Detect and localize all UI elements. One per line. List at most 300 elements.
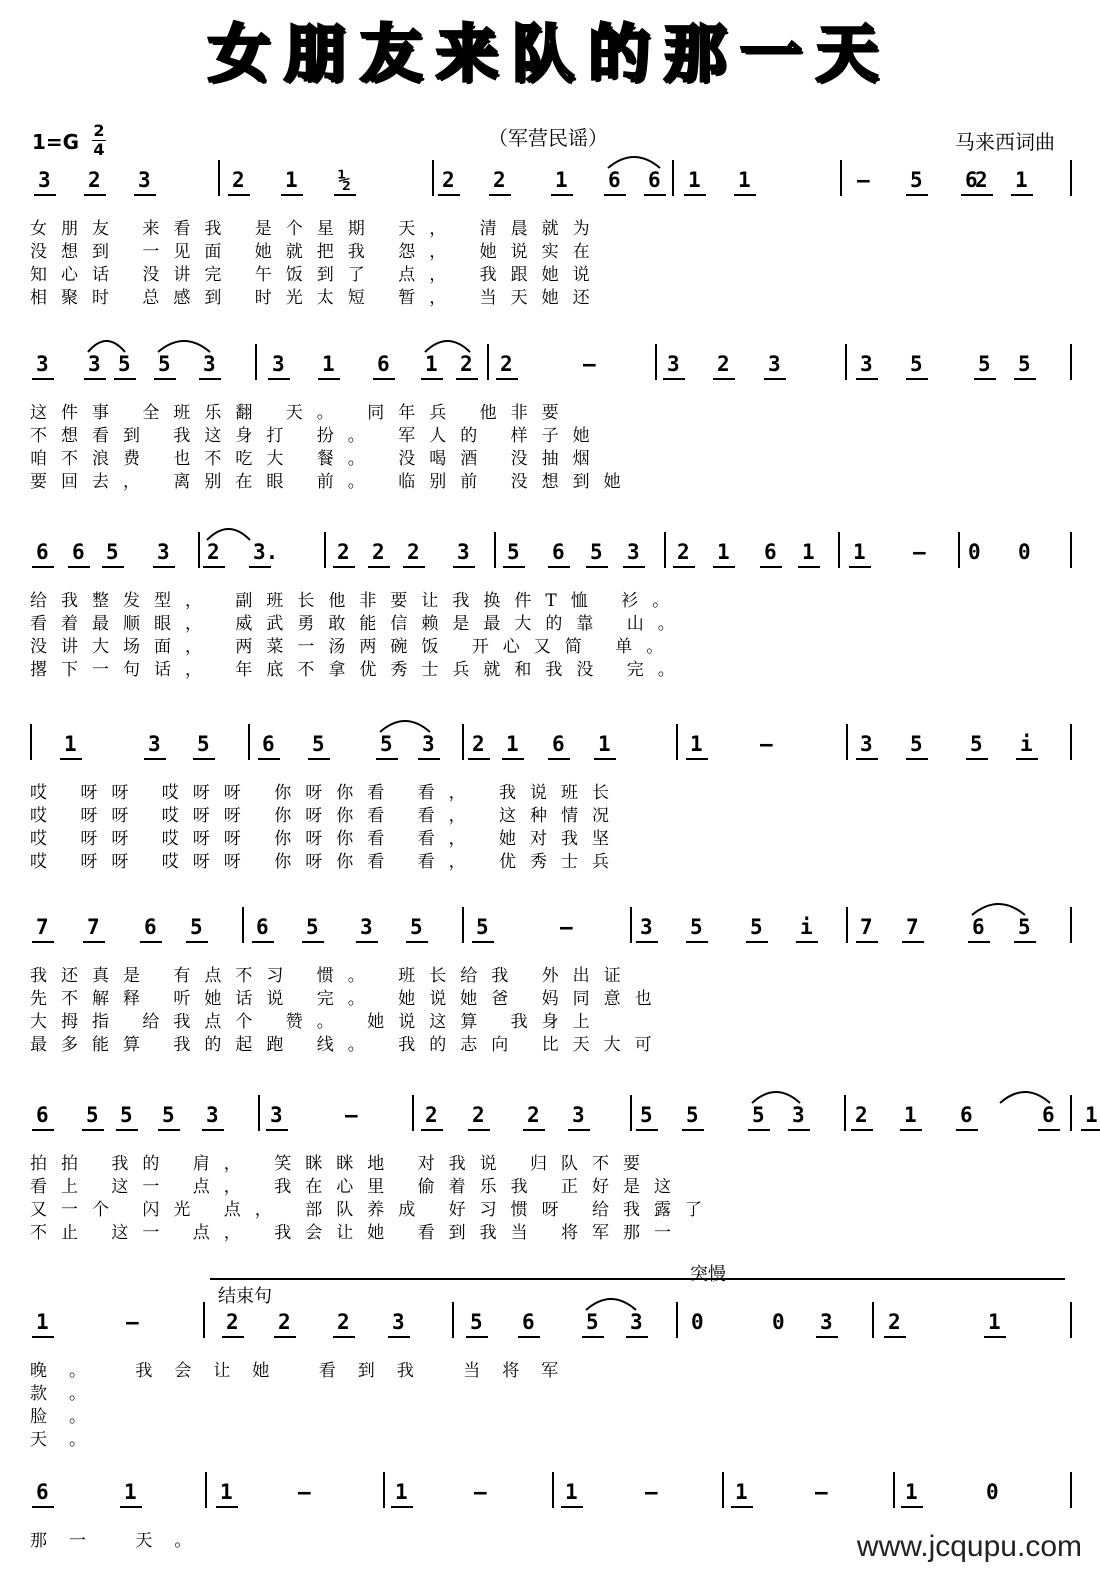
song-title: 女朋友来队的那一天 [207, 17, 892, 90]
beam-line [788, 1129, 810, 1131]
beam-line [376, 758, 398, 760]
note: 5 [118, 352, 131, 376]
note: 6 [552, 540, 565, 564]
note: 3 [36, 352, 49, 376]
note: 3 [768, 352, 781, 376]
beam-line [32, 566, 54, 568]
note: 5 [590, 540, 603, 564]
note: 6 [960, 1103, 973, 1127]
beam-line [548, 758, 570, 760]
beam-line [472, 941, 494, 943]
beam-line [713, 566, 735, 568]
lyric-line: 要回去， 离别在眼 前。 临别前 没想到她 [30, 472, 635, 492]
beam-line [636, 941, 658, 943]
note: 5 [162, 1103, 175, 1127]
beam-line [32, 1336, 54, 1338]
lyric-line: 我还真是 有点不习 惯。 班长给我 外出证 [30, 966, 635, 986]
beam-line [32, 378, 54, 380]
note: 1 [220, 1480, 233, 1504]
note: 6 [522, 1310, 535, 1334]
beam-line [856, 758, 878, 760]
beam-line [252, 941, 274, 943]
beam-line [356, 941, 378, 943]
note: 2 [527, 1103, 540, 1127]
note: 2 [855, 1103, 868, 1127]
tempo-mark: 突慢 [690, 1264, 726, 1285]
note: 7 [36, 915, 49, 939]
slur-layer [0, 330, 1100, 360]
beam-line [406, 941, 428, 943]
beam-line [318, 378, 340, 380]
note: i [800, 915, 813, 939]
beam-line [333, 1336, 355, 1338]
beam-line [764, 378, 786, 380]
note: 1 [285, 168, 298, 192]
beam-line [193, 758, 215, 760]
note: 6 [36, 1103, 49, 1127]
lyric-line: 大拇指 给我点个 赞。 她说这算 我身上 [30, 1012, 604, 1032]
beam-line [489, 194, 511, 196]
beam-line [906, 194, 928, 196]
beam-line [249, 566, 271, 568]
note: 1 [735, 1480, 748, 1504]
note: 6 [972, 915, 985, 939]
coda-label: 结束句 [218, 1286, 272, 1307]
note: 3 [272, 352, 285, 376]
lyric-line: 哎 呀呀 哎呀呀 你呀你看 看， 这种情况 [30, 806, 624, 826]
beam-line [902, 941, 924, 943]
slur-layer [0, 1081, 1100, 1111]
beam-line [686, 758, 708, 760]
lyric-line: 天。 [30, 1430, 108, 1450]
note: 1 [322, 352, 335, 376]
note: 1 [425, 352, 438, 376]
beam-line [856, 941, 878, 943]
note: 2 [460, 352, 473, 376]
note: 5 [197, 732, 210, 756]
note: 2 [232, 168, 245, 192]
beam-line [222, 1336, 244, 1338]
note: 3 [157, 540, 170, 564]
note: 3 [203, 352, 216, 376]
slur-layer [0, 518, 1100, 548]
beam-line [421, 1129, 443, 1131]
note: 5 [507, 540, 520, 564]
slur [972, 904, 1025, 915]
beam-line [684, 194, 706, 196]
note: 5 [476, 915, 489, 939]
note: 0 [986, 1480, 999, 1504]
note: 2 [975, 168, 988, 192]
genre-label: （军营民谣） [488, 126, 608, 150]
beam-line [1016, 758, 1038, 760]
beam-line [102, 566, 124, 568]
note: 6 [72, 540, 85, 564]
slur [425, 341, 470, 352]
note: 2 [442, 168, 455, 192]
lyric-line: 脸。 [30, 1407, 108, 1427]
beam-line [523, 1129, 545, 1131]
note: 2 [677, 540, 690, 564]
lyric-line: 不止 这一 点， 我会让她 看到我当 将军那一 [30, 1223, 686, 1243]
note: 1 [565, 1480, 578, 1504]
note: 5 [86, 1103, 99, 1127]
beam-line [686, 941, 708, 943]
note: 6 [648, 168, 661, 192]
beam-line [82, 1129, 104, 1131]
lyric-line: 先不解释 听她话说 完。 她说她爸 妈同意也 [30, 989, 666, 1009]
note: 2 [88, 168, 101, 192]
lyric-line: 没想到 一见面 她就把我 怨， 她说实在 [30, 242, 604, 262]
beam-line [503, 566, 525, 568]
note: 7 [87, 915, 100, 939]
note: 3 [360, 915, 373, 939]
note: 1 [690, 732, 703, 756]
note: 3 [138, 168, 151, 192]
slur [586, 1299, 636, 1310]
beam-line [1014, 941, 1036, 943]
lyric-line: 这件事 全班乐翻 天。 同年兵 他非要 [30, 403, 573, 423]
note: 5 [910, 352, 923, 376]
note: 2 [888, 1310, 901, 1334]
beam-line [760, 566, 782, 568]
coda-bracket [210, 1278, 1065, 1280]
note: 5 [120, 1103, 133, 1127]
lyric-line: 款。 [30, 1384, 108, 1404]
beam-line [274, 1336, 296, 1338]
note: 2 [337, 1310, 350, 1334]
beam-line [32, 1129, 54, 1131]
slur [207, 529, 250, 540]
note: – [474, 1480, 487, 1504]
beam-line [502, 758, 524, 760]
note: ½ [338, 168, 351, 192]
beam-line [120, 1506, 142, 1508]
note: 1 [506, 732, 519, 756]
note: 3 [572, 1103, 585, 1127]
note: 0 [691, 1310, 704, 1334]
note: 5 [750, 915, 763, 939]
note: 1 [717, 540, 730, 564]
slur [752, 1092, 800, 1103]
beam-line [258, 758, 280, 760]
note: 5 [910, 168, 923, 192]
beam-line [114, 378, 136, 380]
beam-line [604, 194, 626, 196]
beam-line [956, 1129, 978, 1131]
beam-line [418, 758, 440, 760]
slur-layer [0, 146, 1100, 176]
beam-line [849, 566, 871, 568]
lyric-line: 不想看到 我这身打 扮。 军人的 样子她 [30, 426, 604, 446]
note: 6 [36, 1480, 49, 1504]
beam-line [734, 194, 756, 196]
lyric-line: 又一个 闪光 点， 部队养成 好习惯呀 给我露了 [30, 1200, 717, 1220]
beam-line [561, 1506, 583, 1508]
beam-line [140, 941, 162, 943]
beam-line [83, 941, 105, 943]
beam-line [391, 1506, 413, 1508]
note: 0 [772, 1310, 785, 1334]
beam-line [971, 194, 993, 196]
beam-line [468, 1129, 490, 1131]
beam-line [134, 194, 156, 196]
note: 1 [395, 1480, 408, 1504]
note: 1 [36, 1310, 49, 1334]
beam-line [368, 566, 390, 568]
beam-line [403, 566, 425, 568]
slur [380, 721, 430, 732]
beam-line [548, 566, 570, 568]
note: 3 [860, 732, 873, 756]
beam-line [1014, 378, 1036, 380]
beam-line [906, 378, 928, 380]
beam-line [32, 1506, 54, 1508]
note: 6 [377, 352, 390, 376]
note: 1 [688, 168, 701, 192]
beam-line [84, 378, 106, 380]
note: 5 [970, 732, 983, 756]
beam-line [438, 194, 460, 196]
note: 3 [457, 540, 470, 564]
note: – [560, 915, 573, 939]
note: 6 [36, 540, 49, 564]
note: – [345, 1103, 358, 1127]
note: 2 [407, 540, 420, 564]
beam-line [333, 566, 355, 568]
note: 3 [640, 915, 653, 939]
beam-line [466, 1336, 488, 1338]
beam-line [34, 194, 56, 196]
beam-line [901, 1506, 923, 1508]
note: 2 [717, 352, 730, 376]
beam-line [984, 1336, 1006, 1338]
beam-line [856, 378, 878, 380]
lyric-line: 撂下一句话， 年底不拿优秀士兵就和我没 完。 [30, 660, 689, 680]
beam-line [496, 378, 518, 380]
note: 6 [552, 732, 565, 756]
note: 2 [207, 540, 220, 564]
beam-line [906, 758, 928, 760]
slur [1000, 1092, 1050, 1103]
beam-line [468, 758, 490, 760]
beam-line [551, 194, 573, 196]
note: 3 [627, 540, 640, 564]
beam-line [228, 194, 250, 196]
beam-line [268, 378, 290, 380]
beam-line [884, 1336, 906, 1338]
note: 2 [372, 540, 385, 564]
beam-line [900, 1129, 922, 1131]
beam-line [626, 1336, 648, 1338]
slur [608, 157, 660, 168]
beam-line [682, 1129, 704, 1131]
beam-line [582, 1336, 604, 1338]
beam-line [1038, 1129, 1060, 1131]
note: 2 [226, 1310, 239, 1334]
lyric-line: 看上 这一 点， 我在心里 偷着乐我 正好是这 [30, 1177, 686, 1197]
note: 5 [106, 540, 119, 564]
beam-line [202, 1129, 224, 1131]
note: 2 [472, 732, 485, 756]
note: – [583, 352, 596, 376]
time-bottom: 4 [93, 140, 105, 159]
beam-line [1011, 194, 1033, 196]
lyric-line: 哎 呀呀 哎呀呀 你呀你看 看， 优秀士兵 [30, 852, 624, 872]
key-signature: 1=G [32, 130, 80, 154]
lyric-line: 看着最顺眼， 威武勇敢能信赖是最大的靠 山。 [30, 614, 689, 634]
beam-line [456, 378, 478, 380]
note: 1 [905, 1480, 918, 1504]
slur-layer [0, 1458, 1100, 1488]
note: 5 [690, 915, 703, 939]
beam-line [796, 941, 818, 943]
slur-layer [0, 1288, 1100, 1318]
lyric-line: 最多能算 我的起跑 线。 我的志向 比天大可 [30, 1035, 666, 1055]
beam-line [68, 566, 90, 568]
lyric-line: 那一 天。 [30, 1531, 214, 1551]
lyric-line: 女朋友 来看我 是个星期 天， 清晨就为 [30, 219, 604, 239]
note: 5 [978, 352, 991, 376]
note: 5 [1018, 352, 1031, 376]
beam-line [586, 566, 608, 568]
beam-line [203, 566, 225, 568]
note: 1 [802, 540, 815, 564]
beam-line [731, 1506, 753, 1508]
note: 1 [124, 1480, 137, 1504]
credit-label: 马来西词曲 [955, 130, 1055, 154]
note: 5 [380, 732, 393, 756]
note: 5 [910, 732, 923, 756]
beam-line [748, 1129, 770, 1131]
note: i [1020, 732, 1033, 756]
note: 1 [1085, 1103, 1098, 1127]
note: 6 [144, 915, 157, 939]
lyric-line: 咱不浪费 也不吃大 餐。 没喝酒 没抽烟 [30, 449, 604, 469]
beam-line [746, 941, 768, 943]
beam-line [644, 194, 666, 196]
time-top: 2 [93, 121, 105, 140]
note: 2 [278, 1310, 291, 1334]
note: 5 [686, 1103, 699, 1127]
beam-line [186, 941, 208, 943]
beam-line [199, 378, 221, 380]
beam-line [663, 378, 685, 380]
note: 2 [500, 352, 513, 376]
lyric-line: 相聚时 总感到 时光太短 暂， 当天她还 [30, 288, 604, 308]
note: 6 [608, 168, 621, 192]
beam-line [421, 378, 443, 380]
note: 3 [630, 1310, 643, 1334]
beam-line [154, 378, 176, 380]
note: 3. [253, 540, 279, 564]
beam-line [453, 566, 475, 568]
slur [88, 341, 125, 352]
watermark: www.jcqupu.com [856, 1530, 1082, 1563]
beam-line [84, 194, 106, 196]
note: 3 [860, 352, 873, 376]
note: 2 [337, 540, 350, 564]
note: – [298, 1480, 311, 1504]
beam-line [966, 758, 988, 760]
note: 1 [598, 732, 611, 756]
note: 3 [422, 732, 435, 756]
note: 5 [306, 915, 319, 939]
note: 6 [764, 540, 777, 564]
note: – [815, 1480, 828, 1504]
lyric-line: 没讲大场面， 两菜一汤两碗饭 开心又简 单。 [30, 637, 678, 657]
note: 6 [256, 915, 269, 939]
note: 3 [38, 168, 51, 192]
note: – [913, 540, 926, 564]
note: 5 [470, 1310, 483, 1334]
note: – [857, 168, 870, 192]
beam-line [518, 1336, 540, 1338]
note: 1 [555, 168, 568, 192]
beam-line [594, 758, 616, 760]
note: 6 [262, 732, 275, 756]
note: 6 [1042, 1103, 1055, 1127]
beam-line [673, 566, 695, 568]
beam-line [388, 1336, 410, 1338]
lyric-line: 知心话 没讲完 午饭到了 点， 我跟她说 [30, 265, 604, 285]
beam-line [32, 941, 54, 943]
note: 5 [1018, 915, 1031, 939]
note: 1 [738, 168, 751, 192]
beam-line [144, 758, 166, 760]
lyric-line: 拍拍 我的 肩， 笑眯眯地 对我说 归队不要 [30, 1154, 655, 1174]
note: 7 [860, 915, 873, 939]
note: 2 [493, 168, 506, 192]
beam-line [974, 378, 996, 380]
beam-line [334, 194, 356, 196]
note: – [126, 1310, 139, 1334]
note: 3 [88, 352, 101, 376]
beam-line [308, 758, 330, 760]
note: – [760, 732, 773, 756]
note: 5 [312, 732, 325, 756]
beam-line [623, 566, 645, 568]
beam-line [851, 1129, 873, 1131]
beam-line [713, 378, 735, 380]
note: 1 [1015, 168, 1028, 192]
beam-line [116, 1129, 138, 1131]
slur-layer [0, 710, 1100, 740]
lyric-line: 哎 呀呀 哎呀呀 你呀你看 看， 我说班长 [30, 783, 624, 803]
note: 3 [148, 732, 161, 756]
note: 3 [392, 1310, 405, 1334]
note: 3 [270, 1103, 283, 1127]
note: 5 [158, 352, 171, 376]
note: 2 [425, 1103, 438, 1127]
note: 3 [206, 1103, 219, 1127]
note: 1 [904, 1103, 917, 1127]
beam-line [158, 1129, 180, 1131]
beam-line [636, 1129, 658, 1131]
note: 3 [820, 1310, 833, 1334]
beam-line [798, 566, 820, 568]
note: 5 [640, 1103, 653, 1127]
note: 5 [190, 915, 203, 939]
beam-line [216, 1506, 238, 1508]
beam-line [153, 566, 175, 568]
lyric-line: 哎 呀呀 哎呀呀 你呀你看 看， 她对我坚 [30, 829, 624, 849]
beam-line [568, 1129, 590, 1131]
beam-line [266, 1129, 288, 1131]
note: 1 [853, 540, 866, 564]
beam-line [816, 1336, 838, 1338]
note: 1 [64, 732, 77, 756]
